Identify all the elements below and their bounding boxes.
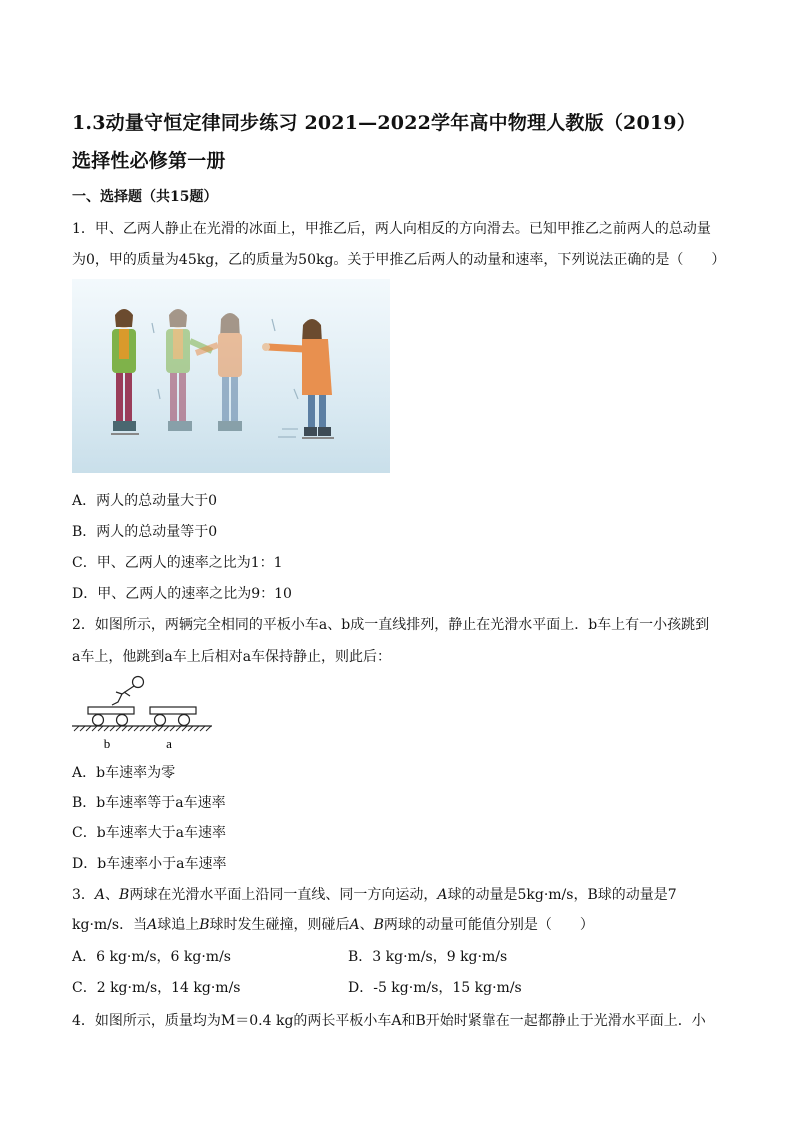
- cart-b-label: b: [103, 736, 111, 751]
- skating-illustration: [72, 279, 390, 473]
- cart-a-label: a: [166, 736, 172, 751]
- q1-option-d: D．甲、乙两人的速率之比为9：10: [72, 586, 292, 602]
- q2-option-c: C．b车速率大于a车速率: [72, 825, 227, 841]
- q3-line-1: 3．A、B两球在光滑水平面上沿同一直线、同一方向运动，A球的动量是5kg·m/s，B球的动量是7: [72, 887, 677, 903]
- title-line-1: 1.3动量守恒定律同步练习 2021—2022学年高中物理人教版（2019）: [72, 112, 696, 134]
- q1-line-1: 1．甲、乙两人静止在光滑的冰面上，甲推乙后，两人向相反的方向滑去。已知甲推乙之前两人的总动量: [72, 221, 711, 237]
- q1-option-b: B．两人的总动量等于0: [72, 524, 218, 540]
- q3-option-c: C．2 kg·m/s，14 kg·m/s: [72, 980, 241, 996]
- q2-option-d: D．b车速率小于a车速率: [72, 856, 227, 872]
- q3-line-2: kg·m/s．当A球追上B球时发生碰撞，则碰后A、B两球的动量可能值分别是（ ）: [72, 917, 594, 933]
- q2-line-2: a车上，他跳到a车上后相对a车保持静止，则此后：: [72, 649, 392, 665]
- q2-line-1: 2．如图所示，两辆完全相同的平板小车a、b成一直线排列，静止在光滑水平面上．b车上有一小孩跳到: [72, 617, 710, 633]
- q3-option-a: A．6 kg·m/s，6 kg·m/s: [72, 949, 231, 965]
- q1-option-c: C．甲、乙两人的速率之比为1：1: [72, 555, 283, 571]
- q1-line-2: 为0，甲的质量为45kg，乙的质量为50kg。关于甲推乙后两人的动量和速率，下列说法正确的是（ ）: [72, 252, 726, 268]
- page-title: [72, 104, 732, 180]
- q4-line-1: 4．如图所示，质量均为M＝0.4 kg的两长平板小车A和B开始时紧靠在一起都静止于光滑水平面上．小: [72, 1013, 706, 1029]
- q3-option-d: D．-5 kg·m/s，15 kg·m/s: [348, 980, 522, 996]
- q2-option-a: A．b车速率为零: [72, 765, 176, 781]
- section-heading: 一、选择题（共15题）: [72, 189, 218, 205]
- q1-option-a: A．两人的总动量大于0: [72, 493, 218, 509]
- carts-diagram: [72, 672, 216, 752]
- title-line-2: 选择性必修第一册: [72, 150, 226, 172]
- q3-option-b: B．3 kg·m/s，9 kg·m/s: [348, 949, 508, 965]
- q2-option-b: B．b车速率等于a车速率: [72, 795, 226, 811]
